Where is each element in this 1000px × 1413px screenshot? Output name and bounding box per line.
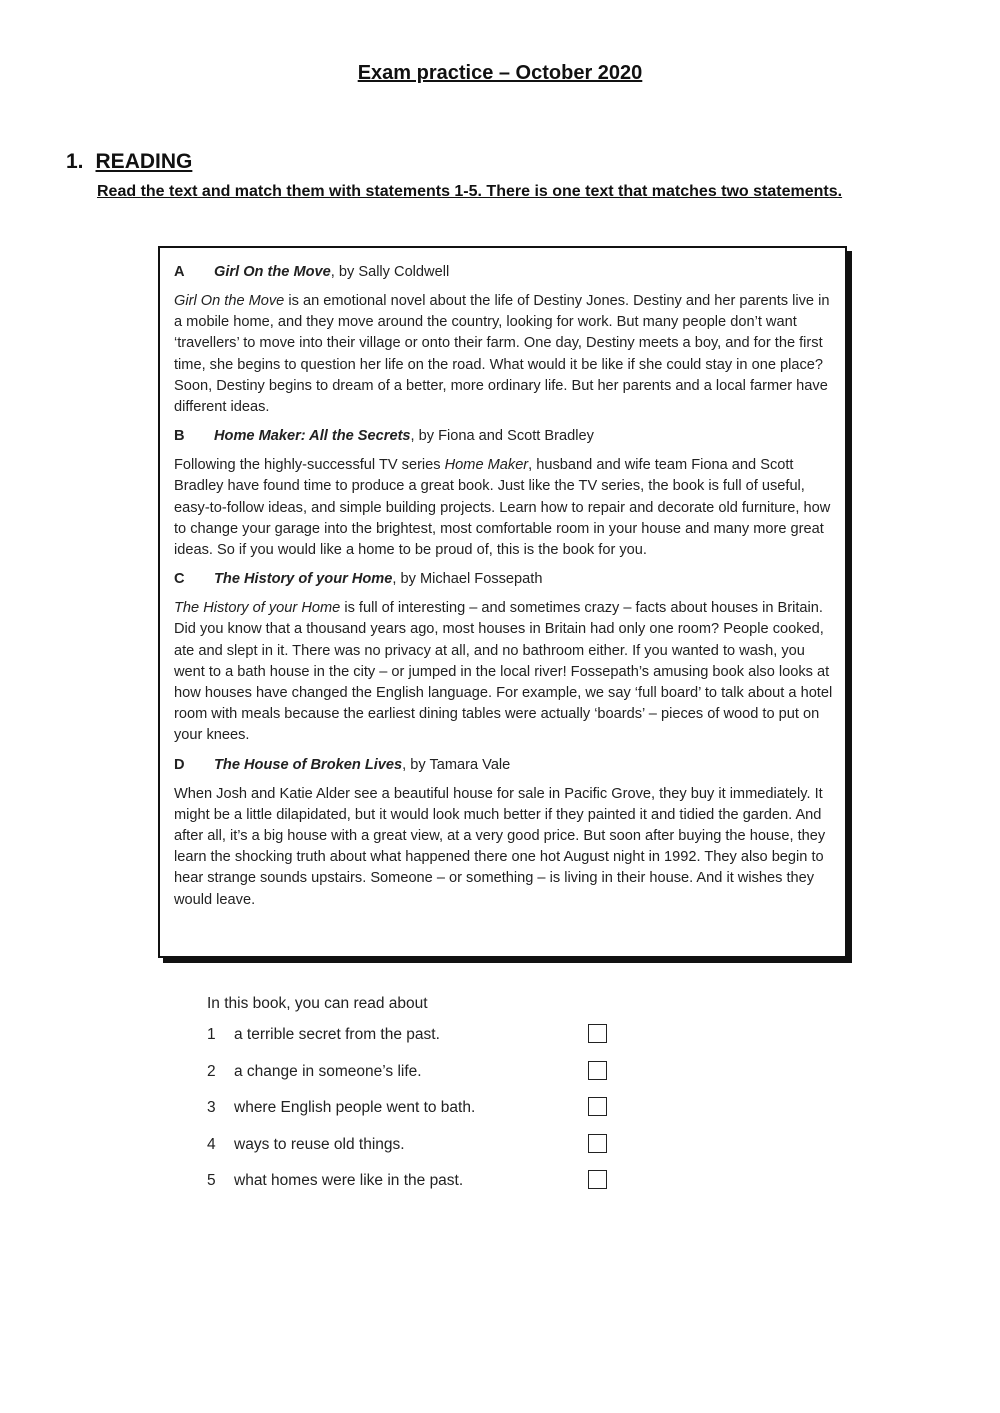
entry-letter: B bbox=[174, 428, 185, 445]
statement-text: what homes were like in the past. bbox=[234, 1172, 464, 1189]
text-entry-a bbox=[174, 261, 833, 418]
entry-letter: A bbox=[174, 264, 185, 280]
statements-list bbox=[207, 992, 627, 1205]
statement-row bbox=[207, 1168, 627, 1205]
statements-intro: In this book, you can read about bbox=[207, 995, 428, 1012]
entry-heading bbox=[174, 261, 833, 283]
reading-texts-box bbox=[158, 246, 847, 958]
entry-body: When Josh and Katie Alder see a beautiful house for sale in Pacific Grove, they buy it immediately. It might be a little dilapidated, but it would look much better if they painted it and tidied the garden. And after all, it’s a big house with a great view, at a very good price. But soon after buying the house, they learn the shocking truth about what happened there one hot August night in 1992. They also begin to hear strange sounds upstairs. Someone – or something – is living in their house. And it wishes they would leave. bbox=[174, 785, 826, 908]
entry-heading bbox=[174, 754, 833, 776]
book-title: The House of Broken Lives bbox=[214, 756, 403, 773]
section-heading bbox=[66, 150, 192, 174]
section-name: READING bbox=[95, 150, 193, 173]
book-byline: , by Michael Fossepath bbox=[392, 571, 543, 588]
answer-checkbox[interactable] bbox=[588, 1097, 607, 1116]
entry-letter: D bbox=[174, 756, 185, 773]
entry-heading bbox=[174, 425, 833, 447]
entry-body: The History of your Home is full of interesting – and sometimes crazy – facts about houses in Britain. Did you know that a thousand years ago, most houses in Britain had only one room? People cooked, ate and slept in it. There was no privacy at all, and no bathroom either. If you wanted to wash, you went to a bath house in the city – or jumped in the local river! Fossepath’s amusing book also looks at how houses have changed the English language. For example, we say ‘full board’ to talk about a hotel room with meals because the earliest dining tables were actually ‘boards’ – pieces of wood to put on your knees. bbox=[174, 600, 833, 744]
section-number: 1. bbox=[66, 150, 84, 173]
instructions: Read the text and match them with statements 1-5. There is one text that matches two statements. bbox=[97, 183, 843, 200]
statement-row bbox=[207, 1132, 627, 1169]
statement-number: 5 bbox=[207, 1172, 216, 1189]
page-title: Exam practice – October 2020 bbox=[357, 62, 643, 84]
statement-text: ways to reuse old things. bbox=[234, 1135, 405, 1153]
book-title: The History of your Home bbox=[214, 571, 393, 588]
statement-number: 4 bbox=[207, 1135, 216, 1153]
book-title: Girl On the Move bbox=[214, 264, 331, 280]
entry-body: Girl On the Move is an emotional novel about the life of Destiny Jones. Destiny and her parents live in a mobile home, and they move around the country, looking for work. But many people don’t want ‘travellers’ to move into their village or onto their farm. One day, Destiny meets a boy, and for the first time, she begins to question her life on the road. What would it be like if she could stay in one place? Soon, Destiny begins to dream of a better, more ordinary life. But her parents and a local farmer have different ideas. bbox=[174, 293, 830, 416]
statement-row bbox=[207, 1095, 627, 1132]
statement-text: a change in someone’s life. bbox=[234, 1062, 422, 1080]
statement-row bbox=[207, 1022, 627, 1059]
book-title: Home Maker: All the Secrets bbox=[214, 428, 411, 445]
book-byline: , by Sally Coldwell bbox=[330, 264, 450, 280]
statement-number: 1 bbox=[207, 1026, 216, 1043]
statement-text: where English people went to bath. bbox=[234, 1099, 476, 1116]
text-entry-d bbox=[174, 754, 833, 911]
answer-checkbox[interactable] bbox=[588, 1024, 607, 1043]
text-entry-c bbox=[174, 568, 833, 746]
statement-text: a terrible secret from the past. bbox=[234, 1026, 440, 1043]
entry-letter: C bbox=[174, 571, 185, 588]
book-byline: , by Fiona and Scott Bradley bbox=[410, 428, 594, 445]
text-entry-b bbox=[174, 425, 833, 561]
book-byline: , by Tamara Vale bbox=[402, 756, 511, 773]
statement-number: 3 bbox=[207, 1099, 216, 1116]
answer-checkbox[interactable] bbox=[588, 1061, 607, 1080]
statement-row bbox=[207, 1059, 627, 1096]
entry-body: Following the highly-successful TV series Home Maker, husband and wife team Fiona and Scott Bradley have found time to produce a great book. Just like the TV series, the book is full of useful, easy-to-follow ideas, and simple building projects. Learn how to repair and decorate old furniture, how to change your garage into the brightest, most comfortable room in your house and many more great ideas. So if you would like a home to be proud of, this is the book for you. bbox=[174, 457, 831, 559]
statement-number: 2 bbox=[207, 1062, 216, 1080]
entry-heading bbox=[174, 568, 833, 590]
answer-checkbox[interactable] bbox=[588, 1134, 607, 1153]
answer-checkbox[interactable] bbox=[588, 1170, 607, 1189]
